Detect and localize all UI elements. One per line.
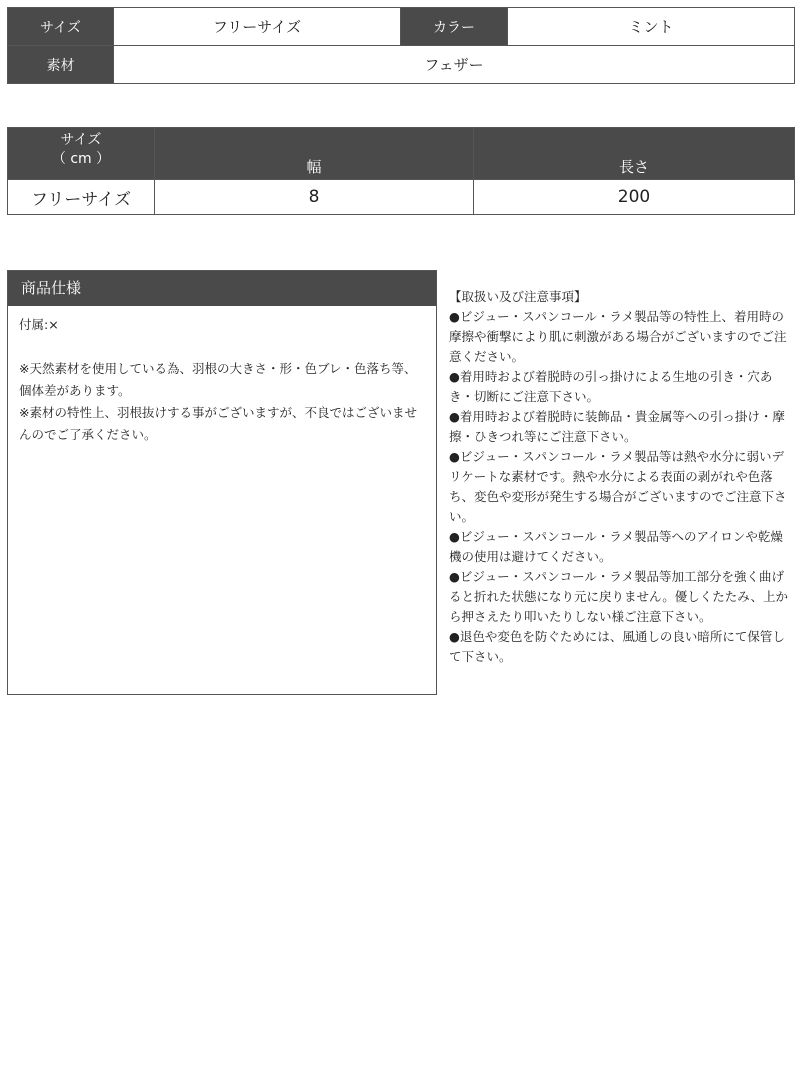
list-item: ●ビジュー・スパンコール・ラメ製品等へのアイロンや乾燥機の使用は避けてください。 [449, 529, 783, 564]
spec-row-size-color [8, 8, 795, 46]
length-header: 長さ [474, 128, 795, 180]
list-item: ●ビジュー・スパンコール・ラメ製品等加工部分を強く曲げると折れた状態になり元に戻りません。優しくたたみ、上から押さえたり叩いたりしない様ご注意下さい。 [449, 569, 789, 624]
product-spec-body [8, 306, 436, 446]
material-value: フェザー [114, 46, 795, 84]
list-item: ●ビジュー・スパンコール・ラメ製品等の特性上、着用時の摩擦や衝撃により肌に刺激がある場合がございますのでご注意ください。 [449, 309, 787, 364]
size-value: フリーサイズ [114, 8, 401, 46]
accessories-text: 付属:× [19, 317, 59, 332]
color-label: カラー [401, 8, 508, 46]
size-label: サイズ [8, 8, 114, 46]
size-header-label: サイズ [60, 132, 102, 148]
size-table [7, 127, 795, 215]
size-table-header [8, 128, 795, 180]
product-spec-title: 商品仕様 [8, 271, 436, 306]
size-name-cell: フリーサイズ [8, 180, 155, 215]
list-item: ●ビジュー・スパンコール・ラメ製品等は熱や水分に弱いデリケートな素材です。熱や水分による表面の剥がれや色落ち、変色や変形が発生する場合がございますのでご注意下さい。 [449, 449, 787, 524]
size-header-cell [8, 128, 155, 180]
length-value-cell: 200 [474, 180, 795, 215]
width-value-cell: 8 [155, 180, 474, 215]
size-header-unit: （ cm ） [51, 151, 111, 167]
list-item: ●着用時および着脱時の引っ掛けによる生地の引き・穴あき・切断にご注意下さい。 [449, 369, 773, 404]
feather-shedding-note: ※素材の特性上、羽根抜けする事がございますが、不良ではございませんのでご了承ください。 [19, 405, 417, 442]
width-header: 幅 [155, 128, 474, 180]
list-item: ●着用時および着脱時に装飾品・貴金属等への引っ掛け・摩擦・ひきつれ等にご注意下さい。 [449, 409, 785, 444]
care-notes-title: 【取扱い及び注意事項】 [449, 289, 587, 304]
natural-material-note: ※天然素材を使用している為、羽根の大きさ・形・色ブレ・色落ち等、個体差があります。 [19, 361, 417, 398]
material-label: 素材 [8, 46, 114, 84]
table-row [8, 180, 795, 215]
spec-table [7, 7, 795, 84]
color-value: ミント [508, 8, 795, 46]
spec-row-material [8, 46, 795, 84]
care-notes [449, 287, 794, 667]
product-spec-panel [7, 270, 437, 695]
list-item: ●退色や変色を防ぐためには、風通しの良い暗所にて保管して下さい。 [449, 629, 785, 664]
